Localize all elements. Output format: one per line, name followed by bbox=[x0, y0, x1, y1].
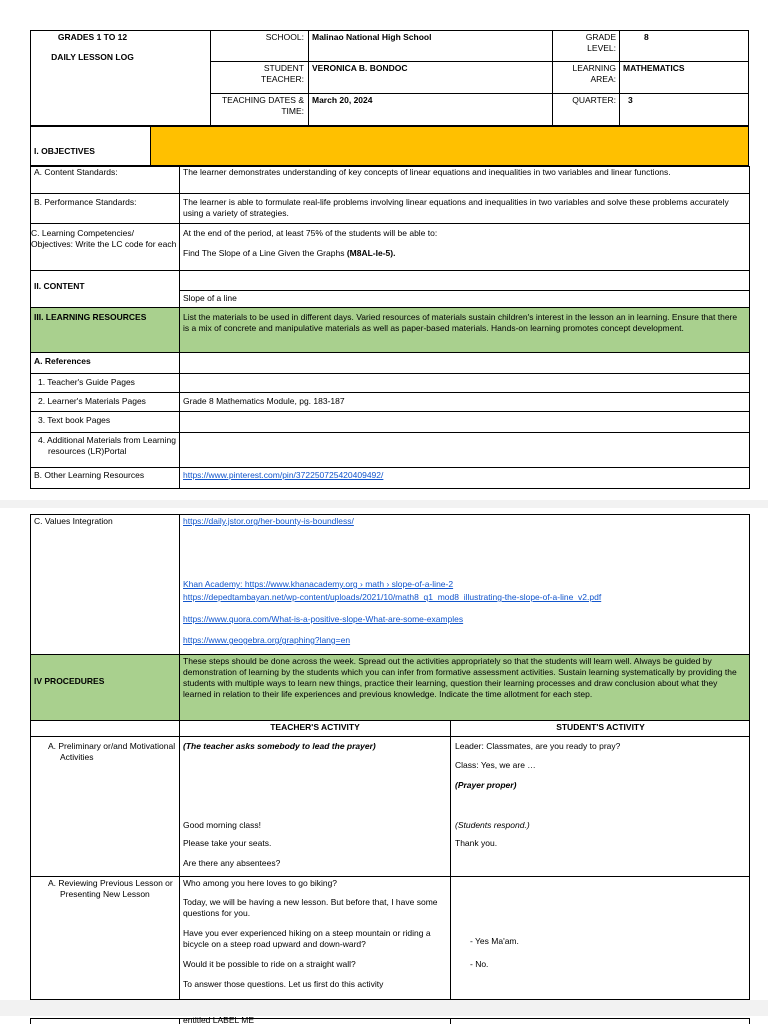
objectives-heading: I. OBJECTIVES bbox=[34, 146, 95, 156]
objectives-gold-band bbox=[150, 127, 748, 165]
values-link-geogebra[interactable]: https://www.geogebra.org/graphing?lang=en bbox=[183, 635, 351, 645]
student-teacher-label: STUDENT TEACHER: bbox=[261, 63, 304, 84]
values-integration-label: C. Values Integration bbox=[34, 516, 113, 526]
learning-area-label: LEARNING AREA: bbox=[572, 63, 616, 84]
prelim-student-class: Class: Yes, we are … bbox=[455, 760, 536, 770]
values-link-jstor[interactable]: https://daily.jstor.org/her-bounty-is-boundless/ bbox=[183, 516, 354, 526]
prelim-student-thanks: Thank you. bbox=[455, 838, 498, 848]
performance-standards-text: The learner is able to formulate real-life problems involving linear equations and inequalities in two variables and solve these problems accurately using a variety of strategies. bbox=[183, 197, 729, 218]
reviewing-label: A. Reviewing Previous Lesson or Presenting New Lesson bbox=[48, 878, 173, 899]
review-student-no: - No. bbox=[470, 959, 489, 969]
prelim-student-leader: Leader: Classmates, are you ready to pray? bbox=[455, 741, 621, 751]
page-2 bbox=[0, 508, 768, 1000]
student-teacher-value: VERONICA B. BONDOC bbox=[312, 63, 408, 73]
procedures-heading: IV PROCEDURES bbox=[34, 676, 105, 686]
review-teacher-wall: Would it be possible to ride on a straight wall? bbox=[183, 959, 356, 969]
page-1 bbox=[0, 0, 768, 500]
dll-title-line2: DAILY LESSON LOG bbox=[51, 52, 134, 62]
student-activity-header: STUDENT'S ACTIVITY bbox=[556, 722, 645, 732]
teachers-guide-label: 1. Teacher's Guide Pages bbox=[38, 377, 135, 387]
review-teacher-hiking: Have you ever experienced hiking on a steep mountain or riding a bicycle on a steep road upward and down-ward? bbox=[183, 928, 431, 949]
continued-text: entitled LABEL ME bbox=[183, 1016, 255, 1024]
values-link-quora[interactable]: https://www.quora.com/What-is-a-positive-slope-What-are-some-examples bbox=[183, 614, 464, 624]
resources-text: List the materials to be used in different days. Varied resources of materials sustain children's interest in the lesson an in learning. Ensure that there is a mix of concrete and manipulative materials as well as paper-based materials. Hands-on learning promotes concept development. bbox=[183, 312, 738, 333]
values-link-khan[interactable]: Khan Academy: https://www.khanacademy.org › math › slope-of-a-line-2 bbox=[183, 579, 454, 589]
competencies-line1: At the end of the period, at least 75% of the students will be able to: bbox=[183, 228, 438, 238]
competencies-label: C. Learning Competencies/ Objectives: Write the LC code for each bbox=[31, 228, 177, 249]
quarter-value: 3 bbox=[628, 95, 633, 105]
continued-table bbox=[30, 1018, 750, 1024]
teacher-activity-header: TEACHER'S ACTIVITY bbox=[270, 722, 360, 732]
review-teacher-new-lesson: Today, we will be having a new lesson. But before that, I have some questions for you. bbox=[183, 897, 438, 918]
page-3 bbox=[0, 1016, 768, 1024]
prelim-teacher-prayer: (The teacher asks somebody to lead the prayer) bbox=[183, 741, 376, 751]
prelim-student-prayer: (Prayer proper) bbox=[455, 780, 517, 790]
grade-level-label: GRADE LEVEL: bbox=[585, 32, 616, 53]
preliminary-label: A. Preliminary or/and Motivational Activities bbox=[48, 741, 176, 762]
competencies-text: Find The Slope of a Line Given the Graphs bbox=[183, 248, 347, 258]
textbook-label: 3. Text book Pages bbox=[38, 415, 111, 425]
prelim-teacher-greeting: Good morning class! bbox=[183, 820, 261, 830]
prelim-student-respond: (Students respond.) bbox=[455, 820, 530, 830]
additional-materials-label: 4. Additional Materials from Learning resources (LR)Portal bbox=[38, 435, 176, 456]
learners-materials-value: Grade 8 Mathematics Module, pg. 183-187 bbox=[183, 396, 345, 406]
teaching-dates-label: TEACHING DATES & TIME: bbox=[221, 95, 304, 116]
prelim-teacher-absentees: Are there any absentees? bbox=[183, 858, 281, 868]
school-value: Malinao National High School bbox=[312, 32, 432, 42]
teaching-dates-value: March 20, 2024 bbox=[312, 95, 373, 105]
content-heading: II. CONTENT bbox=[34, 281, 85, 291]
review-student-yes: - Yes Ma'am. bbox=[470, 936, 519, 946]
content-standards-label: A. Content Standards: bbox=[34, 167, 118, 177]
grade-level-value: 8 bbox=[644, 32, 649, 42]
references-label: A. References bbox=[34, 356, 91, 366]
learning-area-value: MATHEMATICS bbox=[623, 63, 685, 73]
competency-code: (M8AL-Ie-5). bbox=[346, 248, 396, 258]
procedures-text: These steps should be done across the week. Spread out the activities appropriately so that the students will learn well. Always be guided by demonstration of learning by the students which you can infer from formative assessment activities. Sustain learning systematically by providing the students with multiple ways to learn new things, practice their learning, question their learning processes and draw conclusion about what they learned in relation to their life experiences and previous knowledge. Indicate the time allotment for each step. bbox=[183, 656, 737, 699]
header-table bbox=[30, 30, 749, 126]
review-teacher-biking: Who among you here loves to go biking? bbox=[183, 878, 338, 888]
content-standards-text: The learner demonstrates understanding of key concepts of linear equations and inequalities in two variables and linear functions. bbox=[183, 167, 671, 177]
resources-heading: III. LEARNING RESOURCES bbox=[34, 312, 147, 322]
other-resources-link[interactable]: https://www.pinterest.com/pin/372250725420409492/ bbox=[183, 470, 384, 480]
learners-materials-label: 2. Learner's Materials Pages bbox=[38, 396, 146, 406]
school-label: SCHOOL: bbox=[265, 32, 304, 42]
prelim-teacher-seats: Please take your seats. bbox=[183, 838, 272, 848]
values-link-depedtambayan[interactable]: https://depedtambayan.net/wp-content/uploads/2021/10/math8_q1_mod8_illustrating-the-slope-of-a-line_v2.pdf bbox=[183, 592, 602, 602]
performance-standards-label: B. Performance Standards: bbox=[34, 197, 137, 207]
other-resources-label: B. Other Learning Resources bbox=[34, 470, 145, 480]
review-teacher-activity: To answer those questions. Let us first do this activity bbox=[183, 979, 384, 989]
quarter-label: QUARTER: bbox=[572, 95, 616, 105]
dll-title-line1: GRADES 1 TO 12 bbox=[57, 32, 128, 42]
competencies-line2 bbox=[183, 248, 745, 259]
content-value: Slope of a line bbox=[183, 293, 237, 303]
